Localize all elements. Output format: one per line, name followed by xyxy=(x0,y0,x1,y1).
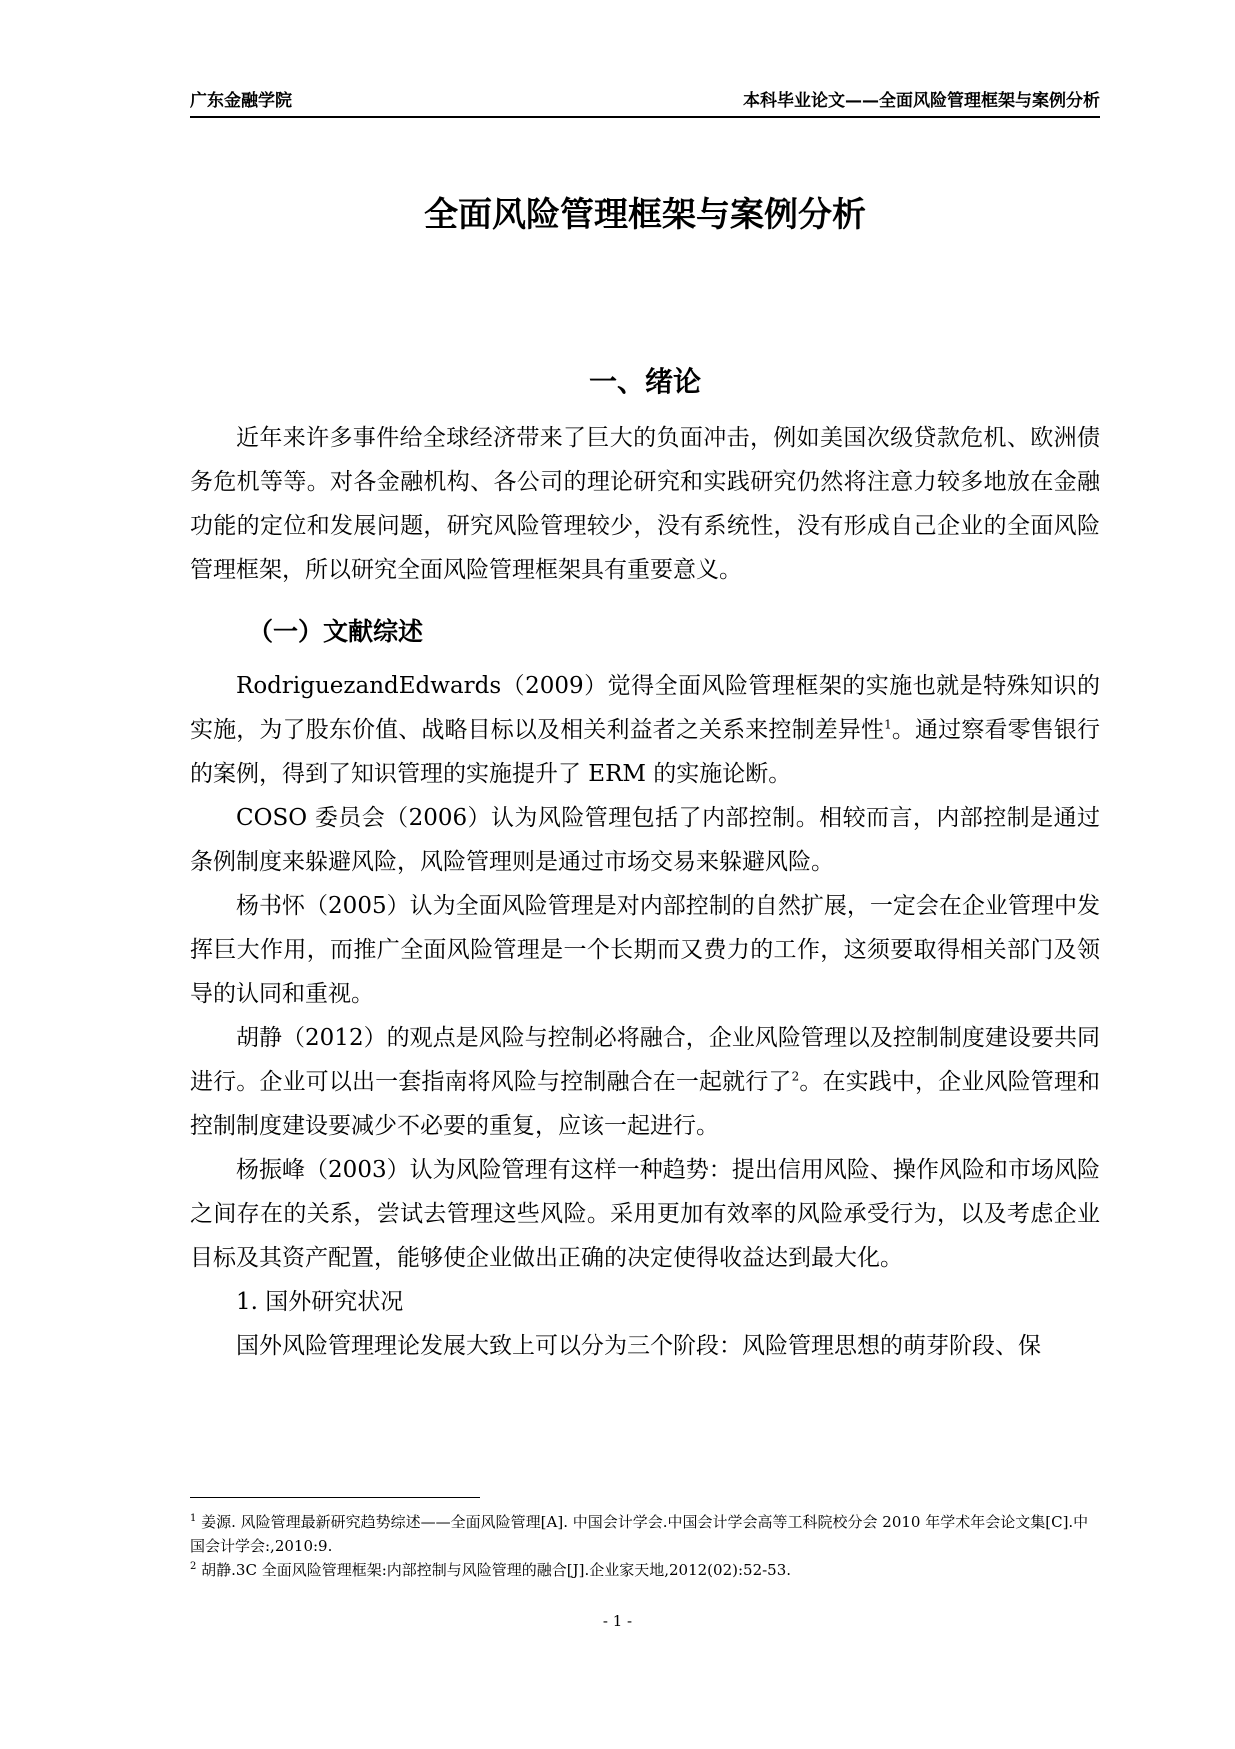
footnote-ref-2[interactable]: 2 xyxy=(791,1069,800,1084)
header-thesis-title: 本科毕业论文——全面风险管理框架与案例分析 xyxy=(743,91,1100,111)
body-text xyxy=(190,416,1100,1368)
lit-paragraph-1 xyxy=(190,664,1100,796)
lit-p4-text-before: 胡静（2012）的观点是风险与控制必将融合，企业风险管理以及控制制度建设要共同进行。企业可以出一套指南将风险与控制融合在一起就行了 xyxy=(190,1025,1100,1095)
subsection-heading: 1. 国外研究状况 xyxy=(236,1289,404,1315)
lit-paragraph-3: 杨书怀（2005）认为全面风险管理是对内部控制的自然扩展，一定会在企业管理中发挥巨大作用，而推广全面风险管理是一个长期而又费力的工作，这须要取得相关部门及领导的认同和重视。 xyxy=(190,893,1100,1007)
lit-paragraph-5: 杨振峰（2003）认为风险管理有这样一种趋势：提出信用风险、操作风险和市场风险之间存在的关系，尝试去管理这些风险。采用更加有效率的风险承受行为，以及考虑企业目标及其资产配置，能够使企业做出正确的决定使得收益达到最大化。 xyxy=(190,1157,1100,1271)
foreign-research-paragraph: 国外风险管理理论发展大致上可以分为三个阶段：风险管理思想的萌芽阶段、保 xyxy=(236,1333,1041,1359)
paper-title: 全面风险管理框架与案例分析 xyxy=(424,195,866,235)
footnote-2 xyxy=(190,1558,1100,1582)
footnote-2-text: 胡静.3C 全面风险管理框架:内部控制与风险管理的融合[J].企业家天地,2012(02):52-53. xyxy=(196,1561,792,1579)
footnote-2-number: 2 xyxy=(190,1561,197,1572)
lit-p4-text-after: 。在实践中，企业风险管理和控制制度建设要减少不必要的重复，应该一起进行。 xyxy=(190,1069,1101,1139)
lit-p1-text-before: RodriguezandEdwards（2009）觉得全面风险管理框架的实施也就是特殊知识的实施，为了股东价值、战略目标以及相关利益者之关系来控制差异性 xyxy=(190,673,1100,743)
lit-p1-text-after: 。通过察看零售银行的案例，得到了知识管理的实施提升了 ERM 的实施论断。 xyxy=(190,717,1101,787)
footnote-separator xyxy=(190,1497,480,1498)
chapter-heading: 一、绪论 xyxy=(588,365,701,398)
footnote-1-text: 姜源. 风险管理最新研究趋势综述——全面风险管理[A]. 中国会计学会.中国会计学会高等工科院校分会 2010 年学术年会论文集[C].中国会计学会:,2010:9. xyxy=(190,1513,1089,1555)
footnote-1-number: 1 xyxy=(190,1513,197,1524)
footnote-ref-1[interactable]: 1 xyxy=(884,717,892,732)
intro-paragraph: 近年来许多事件给全球经济带来了巨大的负面冲击，例如美国次级贷款危机、欧洲债务危机等等。对各金融机构、各公司的理论研究和实践研究仍然将注意力较多地放在金融功能的定位和发展问题，研究风险管理较少，没有系统性，没有形成自己企业的全面风险管理框架，所以研究全面风险管理框架具有重要意义。 xyxy=(190,425,1100,583)
page-number: - 1 - xyxy=(602,1612,633,1630)
footnote-1 xyxy=(190,1510,1100,1558)
running-header xyxy=(190,88,1100,118)
footnotes xyxy=(190,1510,1100,1582)
lit-paragraph-2: COSO 委员会（2006）认为风险管理包括了内部控制。相较而言，内部控制是通过条例制度来躲避风险，风险管理则是通过市场交易来躲避风险。 xyxy=(190,805,1100,875)
header-institution: 广东金融学院 xyxy=(190,91,292,111)
section-heading: （一）文献综述 xyxy=(248,617,424,646)
lit-paragraph-4 xyxy=(190,1016,1100,1148)
